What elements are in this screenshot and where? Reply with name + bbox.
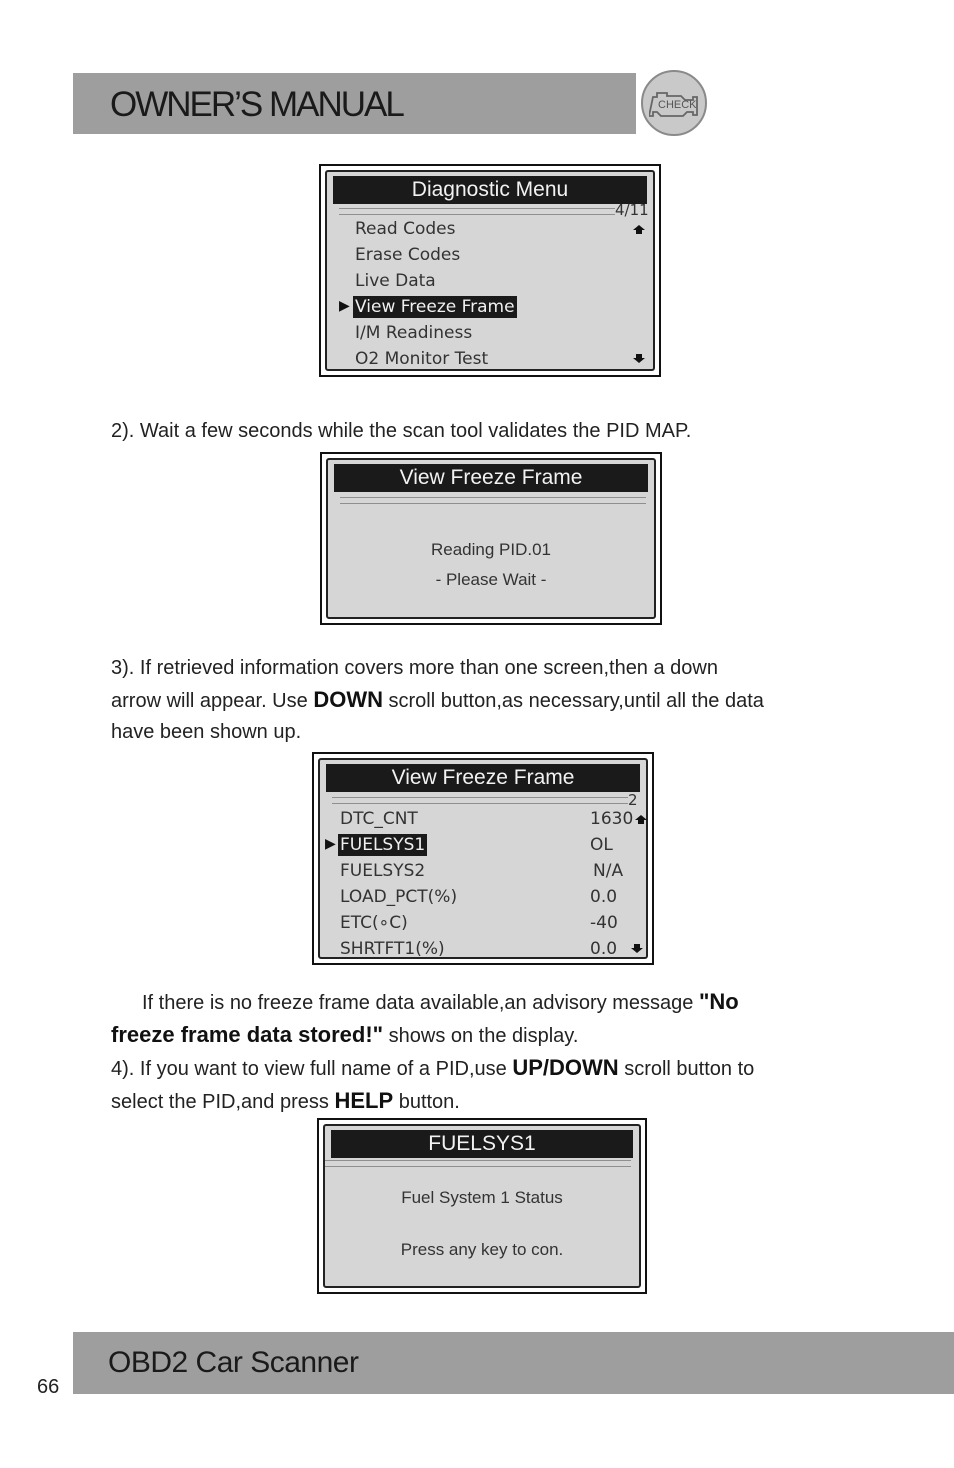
freeze-frame-data-screen (312, 752, 654, 965)
menu-item-erase-codes[interactable]: Erase Codes (355, 245, 461, 265)
pid-row-label[interactable]: SHRTFT1(%) (340, 939, 445, 959)
menu-item-o2-monitor-test[interactable]: O2 Monitor Test (355, 349, 489, 369)
check-badge-text: CHECK (658, 99, 697, 111)
step-4-line-2-pre: select the PID,and press (111, 1091, 335, 1113)
pid-row-label[interactable]: DTC_CNT (340, 809, 418, 829)
pid-row-value: 0.0 (590, 887, 618, 907)
pid-row-value: 0.0 (590, 939, 618, 959)
check-engine-icon (641, 70, 707, 136)
note-post: shows on the display. (383, 1025, 579, 1047)
scroll-up-arrow-icon (632, 224, 646, 236)
divider (332, 797, 628, 804)
step-4-mid: scroll button to (618, 1058, 755, 1080)
note-message-end: freeze frame data stored!" (111, 1022, 384, 1047)
selection-arrow-icon: ▶ (339, 298, 350, 314)
scroll-up-arrow-icon (634, 814, 648, 826)
footer-title: OBD2 Car Scanner (108, 1346, 359, 1379)
header-bar (73, 73, 636, 134)
pid-row-label[interactable]: ETC(∘C) (340, 913, 408, 933)
screen-display (323, 1124, 641, 1288)
screen-title: FUELSYS1 (331, 1130, 633, 1158)
step-3-line-2-post: scroll button,as necessary,until all the data (382, 690, 764, 712)
pid-full-name-text: Fuel System 1 Status (401, 1188, 563, 1207)
divider (325, 1160, 631, 1167)
screen-title: View Freeze Frame (326, 764, 640, 792)
note-message-start: "No (698, 989, 739, 1014)
press-any-key-text: Press any key to con. (400, 1240, 564, 1259)
step-3-line-2 (111, 684, 911, 717)
menu-item-read-codes[interactable]: Read Codes (355, 219, 456, 239)
step-2-text: 2). Wait a few seconds while the scan tool validates the PID MAP. (111, 420, 692, 442)
step-3-line-3: have been shown up. (111, 721, 302, 743)
pid-row-value: N/A (593, 861, 624, 881)
scroll-down-arrow-icon (630, 942, 644, 954)
divider (339, 208, 615, 215)
note-line-1 (111, 986, 911, 1019)
step-4-pre: 4). If you want to view full name of a PID,use (111, 1058, 513, 1080)
menu-item-im-readiness[interactable]: I/M Readiness (355, 323, 473, 343)
pid-row-label[interactable]: FUELSYS2 (340, 861, 426, 881)
down-button-label: DOWN (313, 687, 383, 712)
scroll-down-arrow-icon (632, 352, 646, 364)
divider (340, 497, 646, 504)
please-wait-text: - Please Wait - (435, 570, 547, 589)
step-4-line-2 (111, 1085, 911, 1118)
page-title: OWNER’S MANUAL (110, 85, 403, 124)
pid-row-value: -40 (590, 913, 618, 933)
note-pre: If there is no freeze frame data available,an advisory message (142, 992, 699, 1014)
page-indicator: 4/11 (615, 201, 649, 219)
menu-item-live-data[interactable]: Live Data (355, 271, 436, 291)
screen-display (318, 758, 648, 959)
screen-display (325, 170, 655, 371)
step-3-text (111, 653, 911, 748)
pid-row-value: OL (590, 835, 613, 855)
pid-row-label[interactable]: LOAD_PCT(%) (340, 887, 458, 907)
diagnostic-menu-screen (319, 164, 661, 377)
footer-bar (73, 1332, 954, 1394)
step-3-line-2-pre: arrow will appear. Use (111, 690, 314, 712)
help-button-label: HELP (334, 1088, 394, 1113)
page-number: 66 (37, 1376, 60, 1398)
screen-title: View Freeze Frame (334, 464, 648, 492)
step-3-line-1: 3). If retrieved information covers more than one screen,then a down (111, 657, 718, 679)
page-indicator: 2 (628, 791, 638, 809)
up-down-button-label: UP/DOWN (512, 1055, 619, 1080)
view-freeze-frame-loading-screen (320, 452, 662, 625)
screen-display (326, 458, 656, 619)
note-line-2 (111, 1019, 911, 1052)
step-4-line-1 (111, 1052, 911, 1085)
menu-item-view-freeze-frame[interactable]: View Freeze Frame (355, 297, 515, 317)
note-text (111, 986, 911, 1118)
selection-arrow-icon: ▶ (325, 836, 336, 852)
pid-row-label-selected[interactable]: FUELSYS1 (340, 835, 426, 855)
reading-pid-text: Reading PID.01 (430, 540, 552, 559)
pid-help-screen (317, 1118, 647, 1294)
screen-title: Diagnostic Menu (333, 176, 647, 204)
pid-row-value: 1630 (590, 809, 634, 829)
step-4-line-2-post: button. (393, 1091, 460, 1113)
